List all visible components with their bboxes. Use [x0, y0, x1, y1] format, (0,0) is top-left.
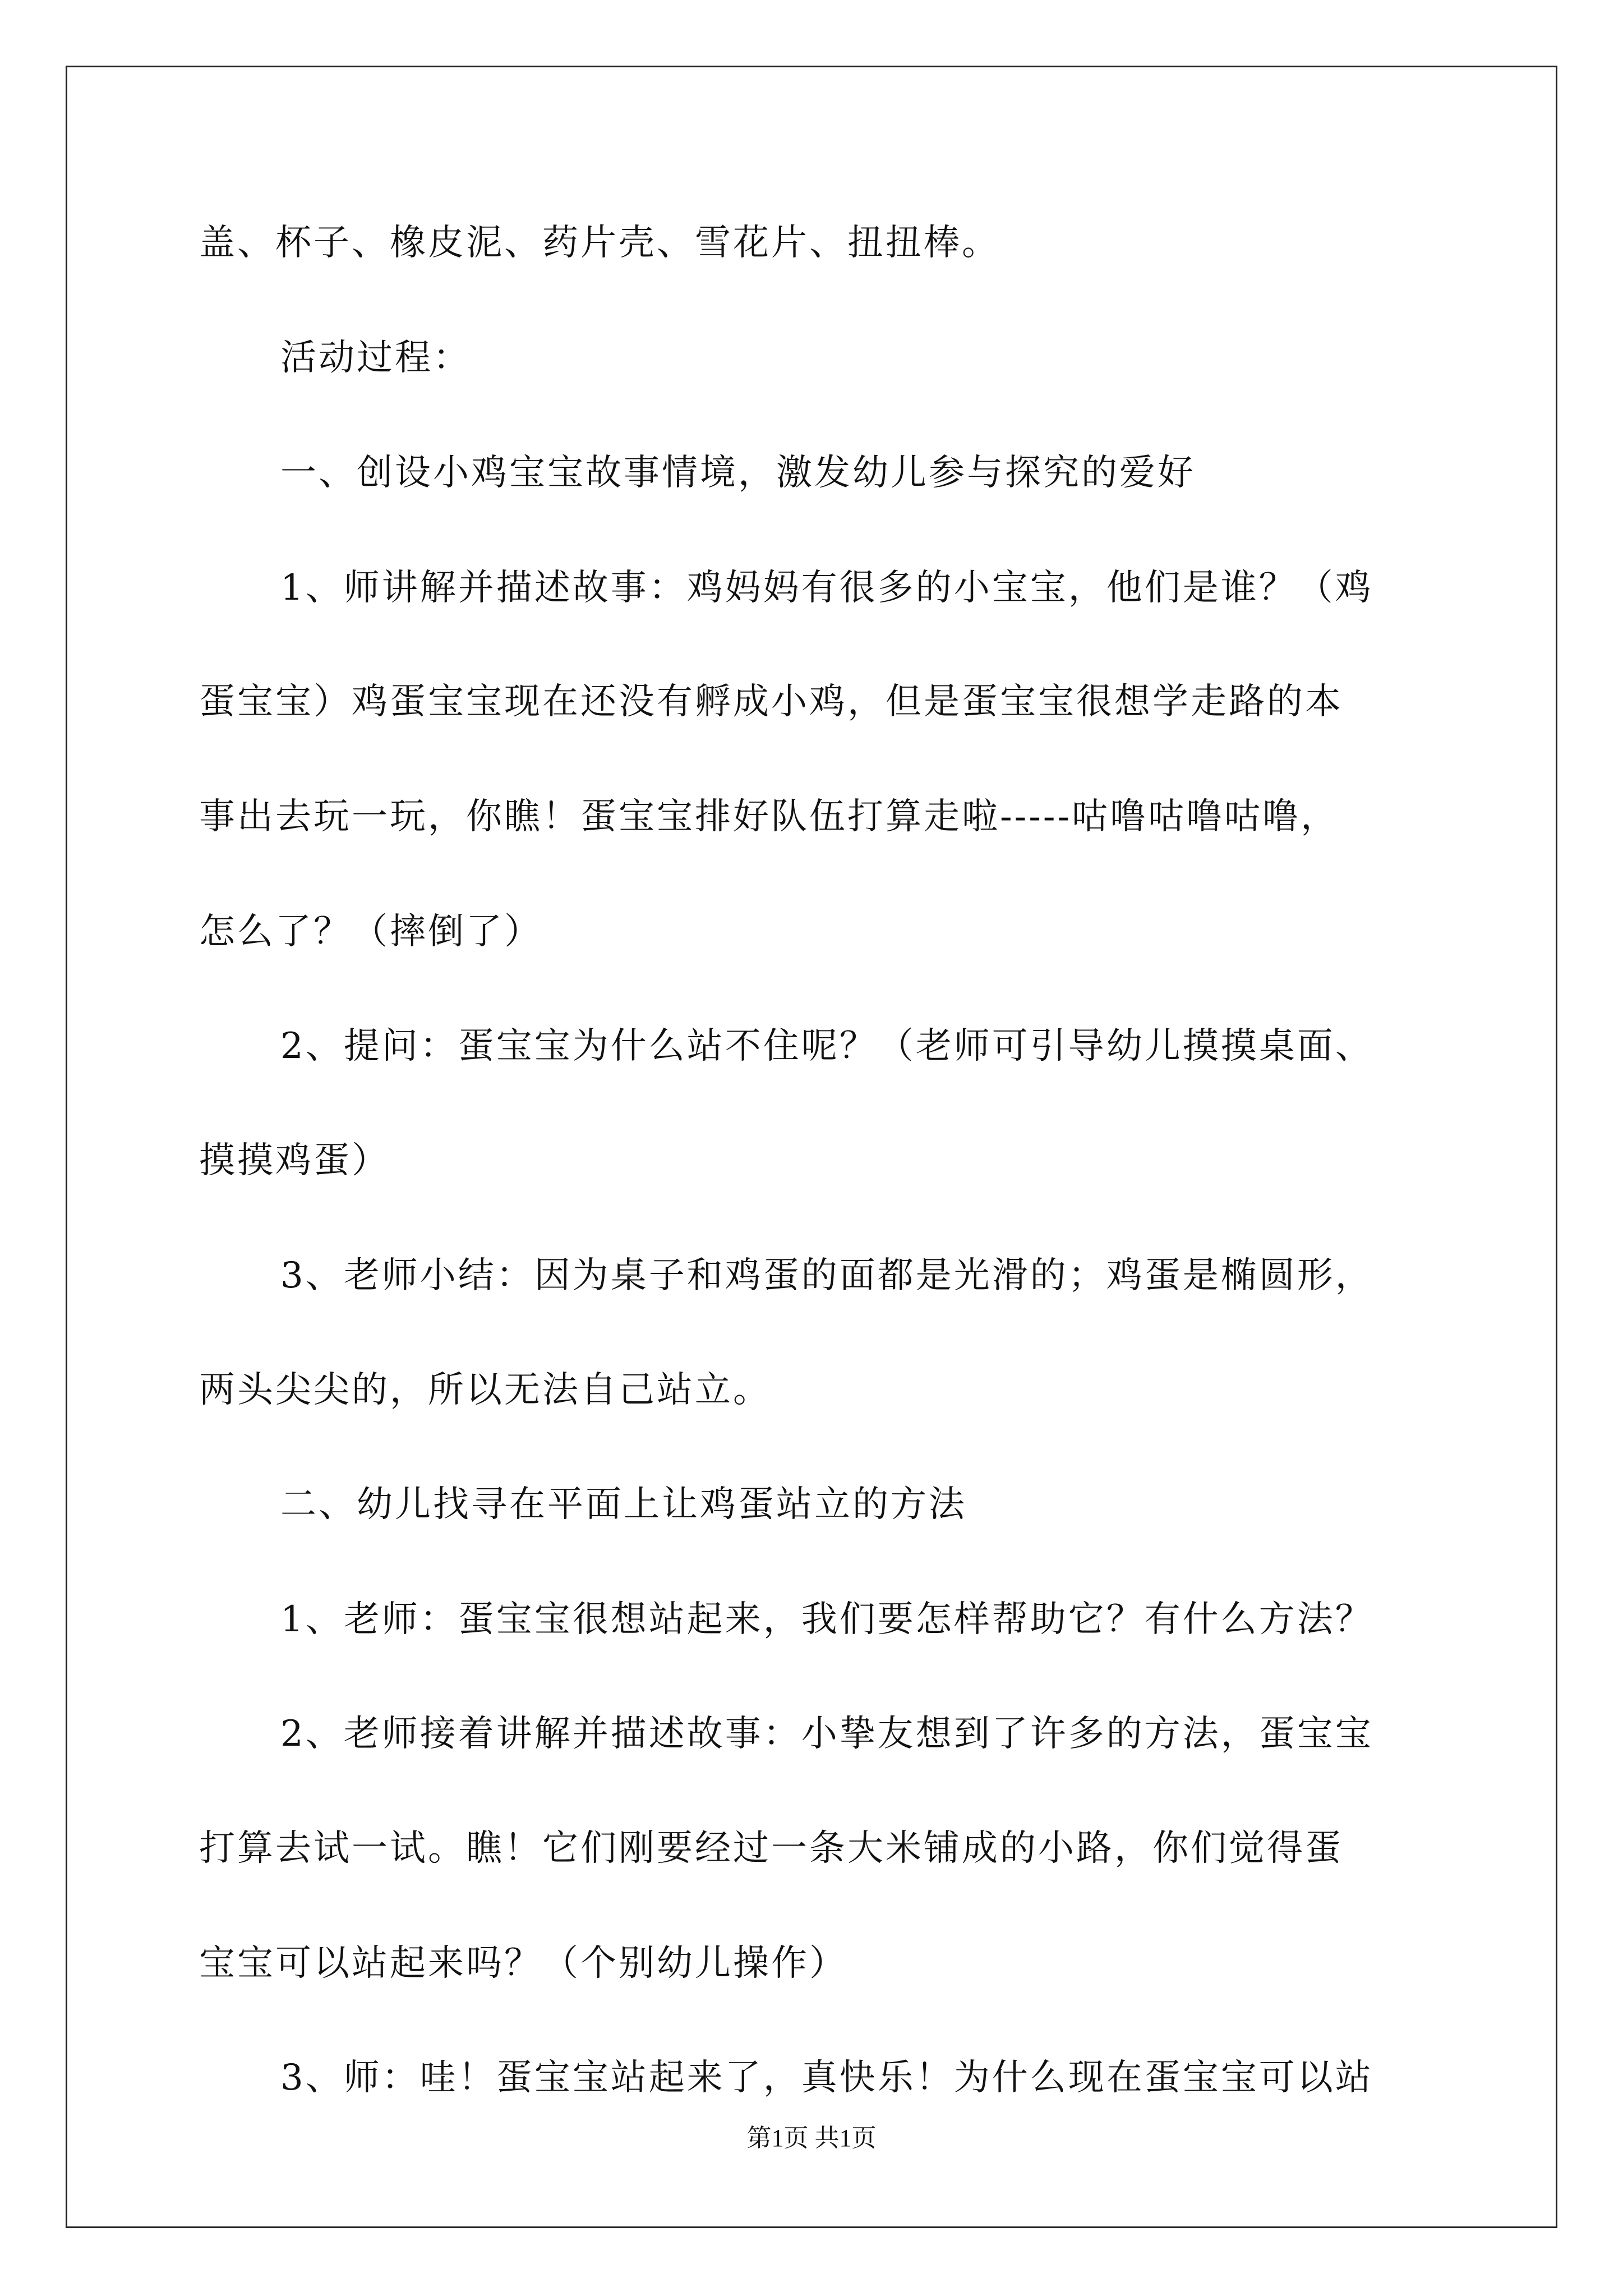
paragraph-line: 宝宝可以站起来吗？（个别幼儿操作） — [199, 1943, 847, 1984]
paragraph-line: 事出去玩一玩，你瞧！蛋宝宝排好队伍打算走啦-----咕噜咕噜咕噜， — [199, 796, 1339, 838]
paragraph-line: 1、师讲解并描述故事：鸡妈妈有很多的小宝宝，他们是谁？（鸡 — [280, 567, 1373, 609]
section-label: 活动过程： — [280, 337, 471, 379]
paragraph-line: 怎么了？（摔倒了） — [199, 911, 542, 953]
section-heading: 二、幼儿找寻在平面上让鸡蛋站立的方法 — [280, 1484, 967, 1525]
text-line: 盖、杯子、橡皮泥、药片壳、雪花片、扭扭棒。 — [199, 222, 1000, 264]
page-footer: 第1页 共1页 — [746, 2124, 877, 2152]
paragraph-line: 摸摸鸡蛋） — [199, 1140, 390, 1181]
section-heading: 一、创设小鸡宝宝故事情境，激发幼儿参与探究的爱好 — [280, 452, 1196, 494]
paragraph-line: 打算去试一试。瞧！它们刚要经过一条大米铺成的小路，你们觉得蛋 — [199, 1828, 1343, 1869]
paragraph-line: 2、老师接着讲解并描述故事：小挚友想到了许多的方法，蛋宝宝 — [280, 1713, 1373, 1755]
paragraph-line: 3、师：哇！蛋宝宝站起来了，真快乐！为什么现在蛋宝宝可以站 — [280, 2057, 1373, 2099]
paragraph-line: 两头尖尖的，所以无法自己站立。 — [199, 1369, 771, 1411]
paragraph-line: 1、老师：蛋宝宝很想站起来，我们要怎样帮助它？有什么方法？ — [280, 1599, 1373, 1640]
paragraph-line: 3、老师小结：因为桌子和鸡蛋的面都是光滑的；鸡蛋是椭圆形， — [280, 1255, 1373, 1296]
paragraph-line: 2、提问：蛋宝宝为什么站不住呢？（老师可引导幼儿摸摸桌面、 — [280, 1025, 1373, 1067]
paragraph-line: 蛋宝宝）鸡蛋宝宝现在还没有孵成小鸡，但是蛋宝宝很想学走路的本 — [199, 681, 1343, 723]
